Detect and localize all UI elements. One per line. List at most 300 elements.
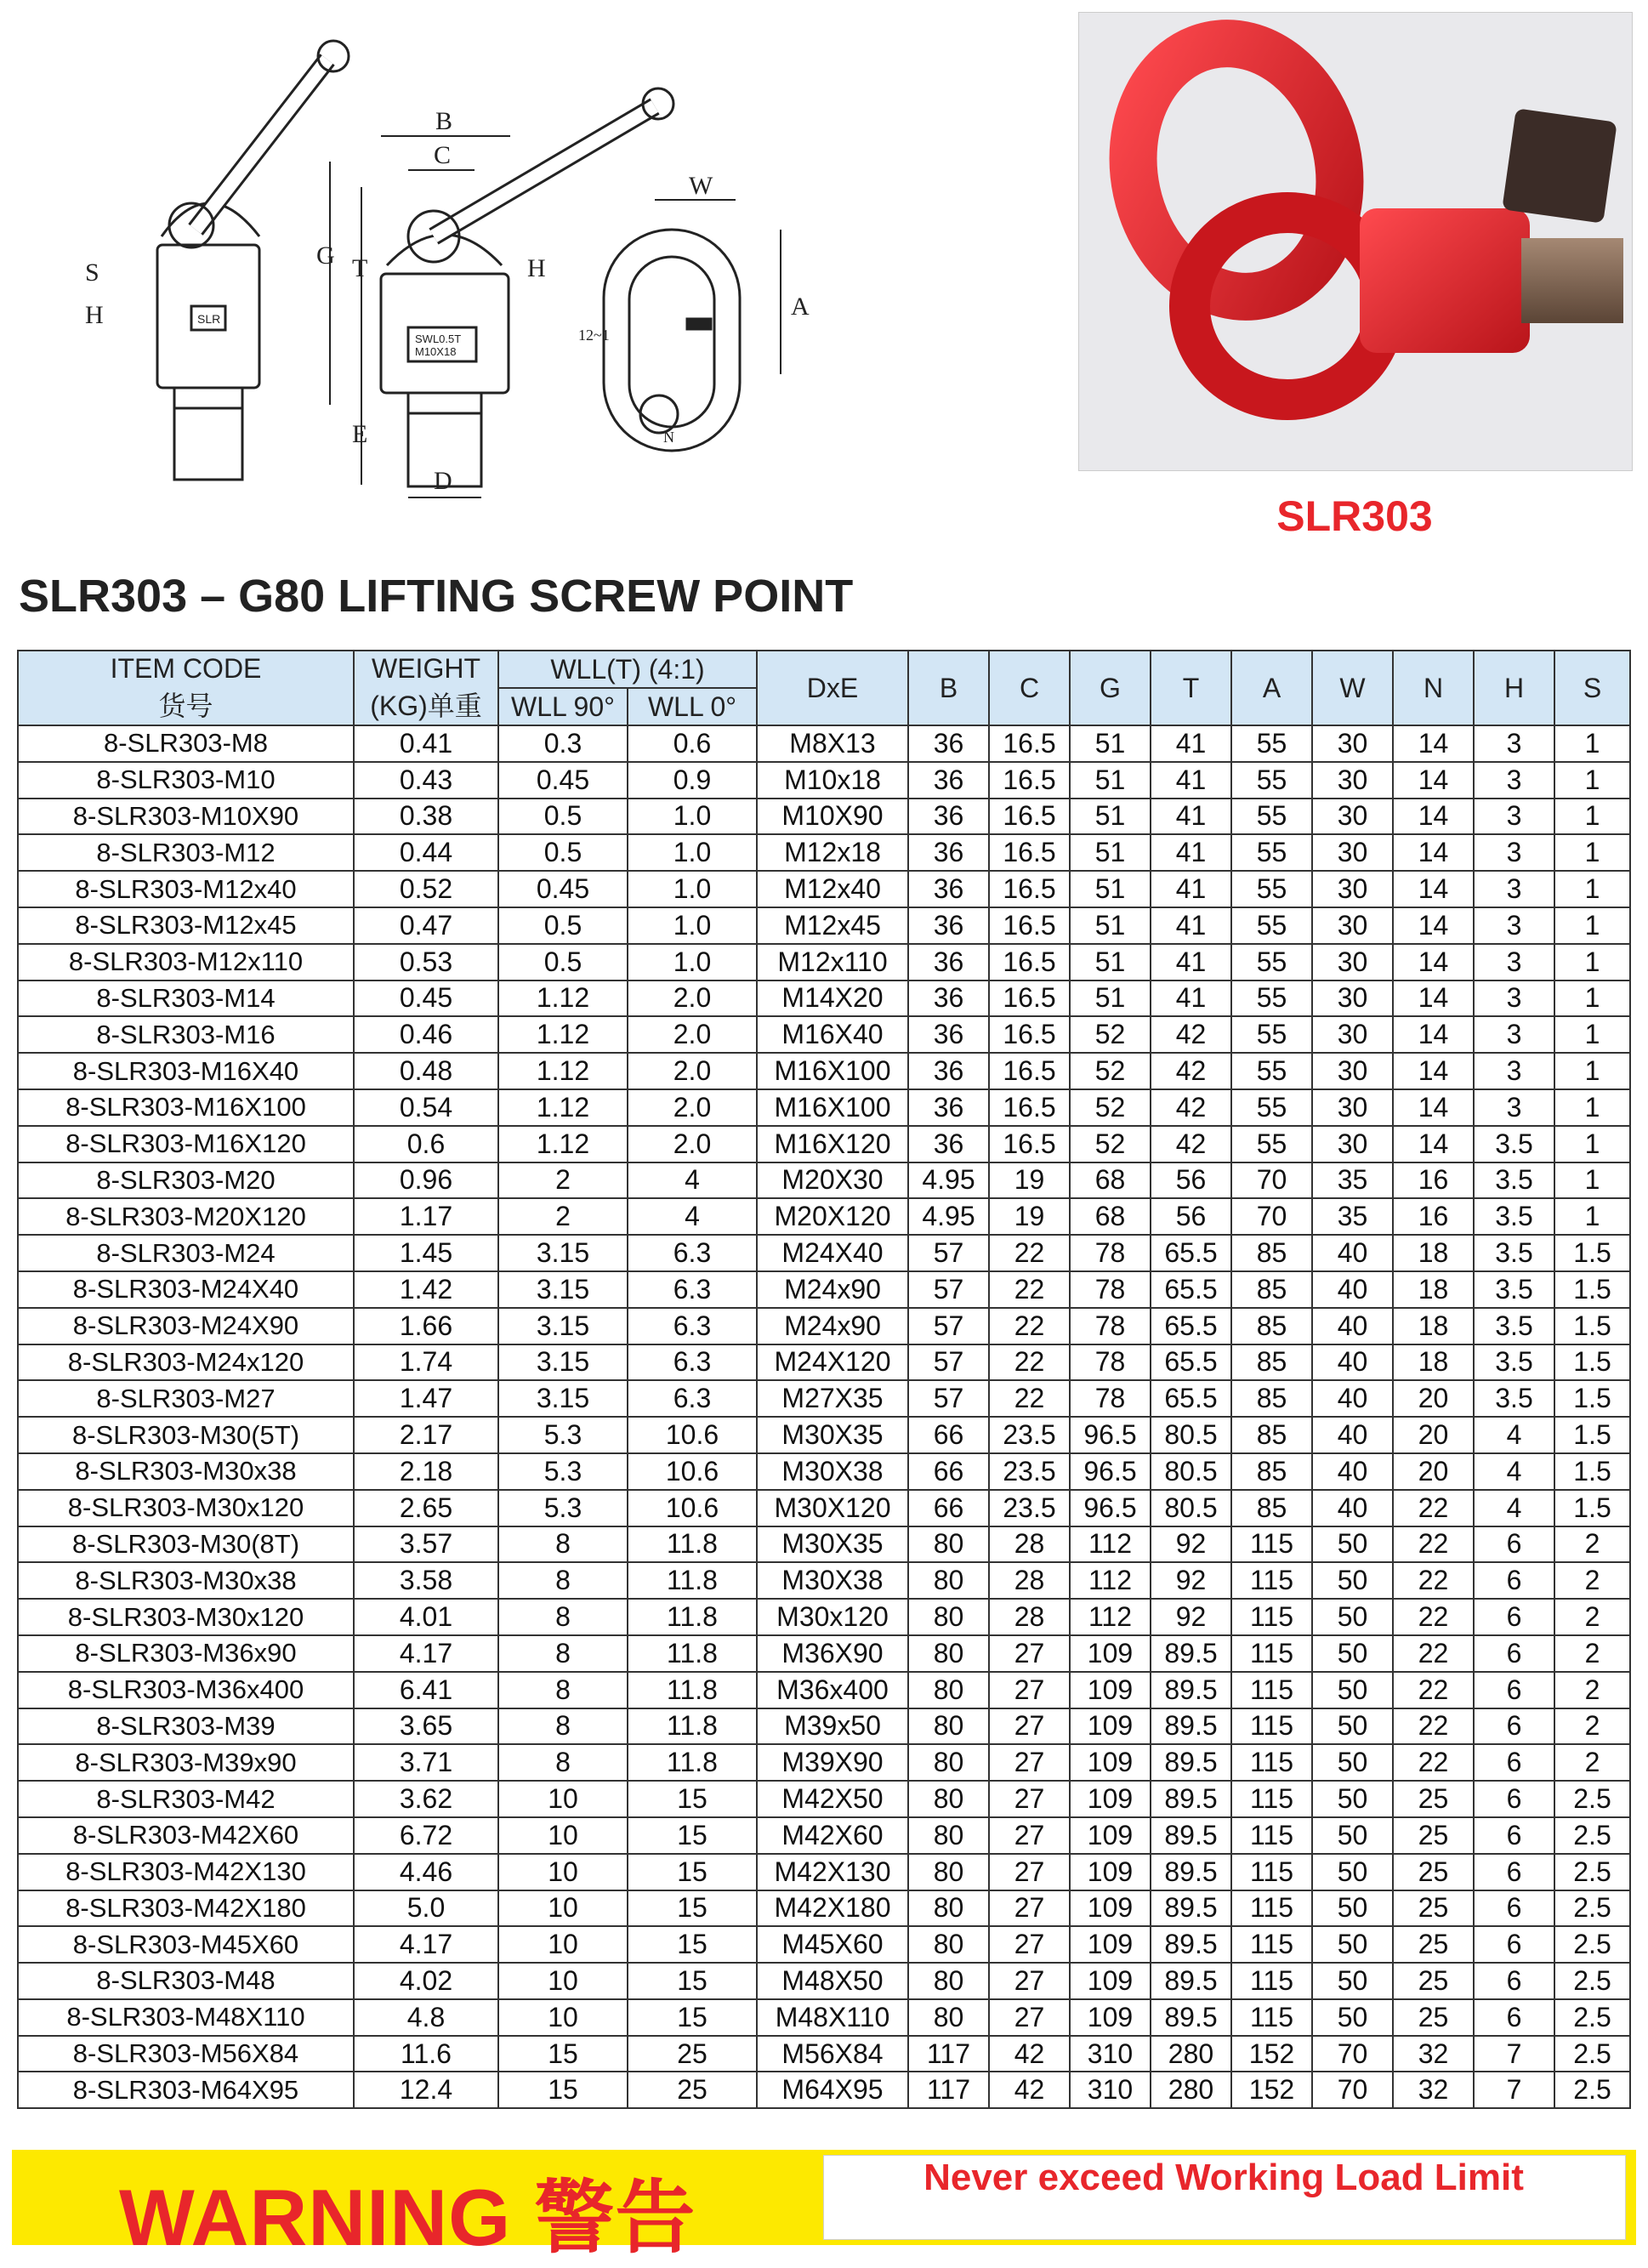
dim-label-n: N — [663, 429, 674, 446]
table-cell: 1 — [1554, 834, 1630, 871]
table-cell: 3 — [1474, 981, 1554, 1017]
table-cell: 2.5 — [1554, 1890, 1630, 1927]
table-cell: 55 — [1231, 799, 1312, 835]
table-cell: 8-SLR303-M39x90 — [18, 1744, 354, 1781]
table-cell: 65.5 — [1151, 1380, 1231, 1417]
table-cell: M30X35 — [757, 1417, 908, 1453]
table-cell: 6.3 — [628, 1271, 757, 1308]
table-cell: 310 — [1070, 2036, 1151, 2072]
table-cell: 10.6 — [628, 1417, 757, 1453]
table-cell: 20 — [1393, 1417, 1474, 1453]
technical-drawing — [68, 34, 816, 510]
table-cell: 1 — [1554, 907, 1630, 944]
table-cell: M14X20 — [757, 981, 908, 1017]
table-cell: 4.17 — [354, 1635, 498, 1672]
table-cell: 3 — [1474, 762, 1554, 799]
table-cell: 1.42 — [354, 1271, 498, 1308]
table-cell: 22 — [1393, 1672, 1474, 1708]
table-cell: 25 — [1393, 1999, 1474, 2036]
table-cell: 19 — [989, 1198, 1070, 1235]
table-cell: 2.65 — [354, 1490, 498, 1526]
table-cell: 109 — [1070, 1963, 1151, 1999]
table-cell: 22 — [1393, 1635, 1474, 1672]
table-cell: 80 — [908, 1562, 989, 1599]
table-cell: M64X95 — [757, 2072, 908, 2108]
table-cell: 22 — [989, 1271, 1070, 1308]
table-cell: 14 — [1393, 725, 1474, 762]
table-cell: 89.5 — [1151, 1890, 1231, 1927]
table-cell: 109 — [1070, 1999, 1151, 2036]
table-cell: 1.0 — [628, 834, 757, 871]
spec-table — [17, 650, 1631, 2109]
table-cell: 1.17 — [354, 1198, 498, 1235]
table-cell: M45X60 — [757, 1926, 908, 1963]
table-cell: 51 — [1070, 834, 1151, 871]
table-row — [18, 907, 1630, 944]
table-cell: 80 — [908, 1854, 989, 1890]
table-cell: 96.5 — [1070, 1417, 1151, 1453]
table-cell: 6 — [1474, 1817, 1554, 1854]
table-row — [18, 1417, 1630, 1453]
table-row — [18, 1271, 1630, 1308]
table-cell: 10 — [498, 1781, 628, 1817]
table-cell: 2 — [1554, 1562, 1630, 1599]
table-cell: 92 — [1151, 1599, 1231, 1635]
table-cell: 1.66 — [354, 1308, 498, 1344]
table-cell: 14 — [1393, 762, 1474, 799]
table-cell: 280 — [1151, 2072, 1231, 2108]
header-wll-90: WLL 90° — [498, 688, 628, 725]
table-cell: 3.15 — [498, 1344, 628, 1381]
table-cell: 27 — [989, 1963, 1070, 1999]
table-cell: 2 — [498, 1198, 628, 1235]
table-cell: 27 — [989, 1817, 1070, 1854]
table-cell: 8-SLR303-M12 — [18, 834, 354, 871]
table-cell: 109 — [1070, 1781, 1151, 1817]
table-cell: 55 — [1231, 1016, 1312, 1053]
table-row — [18, 1526, 1630, 1563]
table-cell: 3.65 — [354, 1708, 498, 1745]
table-cell: 68 — [1070, 1198, 1151, 1235]
table-cell: 8 — [498, 1635, 628, 1672]
table-cell: 8-SLR303-M42X130 — [18, 1854, 354, 1890]
table-row — [18, 725, 1630, 762]
table-cell: 27 — [989, 1635, 1070, 1672]
table-cell: 1.5 — [1554, 1453, 1630, 1490]
table-cell: 2 — [1554, 1599, 1630, 1635]
table-cell: 2.0 — [628, 981, 757, 1017]
table-cell: M16X120 — [757, 1126, 908, 1162]
table-cell: 65.5 — [1151, 1235, 1231, 1271]
table-cell: 16 — [1393, 1162, 1474, 1199]
table-cell: 30 — [1312, 1126, 1393, 1162]
table-cell: 4.95 — [908, 1162, 989, 1199]
table-cell: 40 — [1312, 1344, 1393, 1381]
table-cell: 50 — [1312, 1526, 1393, 1563]
table-cell: 25 — [1393, 1926, 1474, 1963]
table-cell: 7 — [1474, 2072, 1554, 2108]
notice-text: Never exceed Working Load Limit — [923, 2157, 1524, 2198]
table-cell: 16.5 — [989, 725, 1070, 762]
table-cell: M48X110 — [757, 1999, 908, 2036]
table-cell: 4.46 — [354, 1854, 498, 1890]
table-cell: 56 — [1151, 1162, 1231, 1199]
table-cell: 115 — [1231, 1672, 1312, 1708]
table-cell: M12x110 — [757, 944, 908, 981]
table-cell: 85 — [1231, 1453, 1312, 1490]
table-cell: 30 — [1312, 834, 1393, 871]
table-row — [18, 762, 1630, 799]
table-cell: M30X35 — [757, 1526, 908, 1563]
table-cell: 25 — [628, 2072, 757, 2108]
table-cell: 55 — [1231, 1126, 1312, 1162]
table-cell: 40 — [1312, 1490, 1393, 1526]
table-row — [18, 1562, 1630, 1599]
table-cell: 0.44 — [354, 834, 498, 871]
table-cell: 28 — [989, 1526, 1070, 1563]
table-row — [18, 1890, 1630, 1927]
table-row — [18, 1308, 1630, 1344]
table-cell: 23.5 — [989, 1417, 1070, 1453]
table-cell: 2.0 — [628, 1016, 757, 1053]
table-cell: 8-SLR303-M8 — [18, 725, 354, 762]
table-cell: M42X60 — [757, 1817, 908, 1854]
table-cell: 56 — [1151, 1198, 1231, 1235]
table-cell: 16.5 — [989, 1126, 1070, 1162]
table-cell: 52 — [1070, 1053, 1151, 1089]
table-cell: 30 — [1312, 1016, 1393, 1053]
table-cell: 3.5 — [1474, 1344, 1554, 1381]
table-cell: 3.15 — [498, 1380, 628, 1417]
table-cell: 23.5 — [989, 1453, 1070, 1490]
table-cell: 2.5 — [1554, 1999, 1630, 2036]
table-cell: 80.5 — [1151, 1490, 1231, 1526]
table-cell: 55 — [1231, 725, 1312, 762]
dim-label-angle: 12~1 — [578, 327, 610, 344]
table-cell: 41 — [1151, 799, 1231, 835]
table-cell: 3.15 — [498, 1308, 628, 1344]
table-cell: M30x120 — [757, 1599, 908, 1635]
table-cell: 1.12 — [498, 1053, 628, 1089]
table-cell: 8-SLR303-M30x120 — [18, 1599, 354, 1635]
table-cell: 0.45 — [354, 981, 498, 1017]
table-cell: 8-SLR303-M27 — [18, 1380, 354, 1417]
table-cell: 22 — [989, 1380, 1070, 1417]
table-cell: 96.5 — [1070, 1490, 1151, 1526]
spec-table-wrapper — [17, 650, 1629, 2109]
table-cell: 22 — [1393, 1526, 1474, 1563]
table-cell: 80 — [908, 1708, 989, 1745]
table-cell: 2 — [1554, 1635, 1630, 1672]
table-cell: 6 — [1474, 1999, 1554, 2036]
table-cell: 15 — [628, 1854, 757, 1890]
table-cell: 50 — [1312, 1963, 1393, 1999]
table-cell: 2.5 — [1554, 1963, 1630, 1999]
table-row — [18, 1380, 1630, 1417]
table-cell: 80 — [908, 1744, 989, 1781]
table-cell: 4.95 — [908, 1198, 989, 1235]
table-cell: 1.0 — [628, 871, 757, 907]
table-cell: 1.12 — [498, 1089, 628, 1126]
table-cell: 80.5 — [1151, 1417, 1231, 1453]
table-cell: 57 — [908, 1380, 989, 1417]
table-cell: 85 — [1231, 1271, 1312, 1308]
table-cell: 6 — [1474, 1781, 1554, 1817]
table-cell: 2.5 — [1554, 1817, 1630, 1854]
table-cell: 4.02 — [354, 1963, 498, 1999]
table-cell: 112 — [1070, 1526, 1151, 1563]
dim-label-g: G — [316, 242, 335, 270]
table-cell: 1 — [1554, 1016, 1630, 1053]
table-cell: M36X90 — [757, 1635, 908, 1672]
table-cell: M36x400 — [757, 1672, 908, 1708]
table-cell: 0.5 — [498, 834, 628, 871]
table-cell: 6 — [1474, 1890, 1554, 1927]
header-item-code: ITEM CODE 货号 — [18, 651, 354, 725]
table-cell: 65.5 — [1151, 1308, 1231, 1344]
table-cell: 4.17 — [354, 1926, 498, 1963]
table-cell: 6 — [1474, 1635, 1554, 1672]
table-cell: 66 — [908, 1453, 989, 1490]
table-cell: 8-SLR303-M20X120 — [18, 1198, 354, 1235]
table-cell: 41 — [1151, 907, 1231, 944]
table-cell: 78 — [1070, 1344, 1151, 1381]
header-h: H — [1474, 651, 1554, 725]
table-cell: 0.3 — [498, 725, 628, 762]
table-cell: 85 — [1231, 1417, 1312, 1453]
table-cell: M30X38 — [757, 1562, 908, 1599]
table-cell: 70 — [1231, 1162, 1312, 1199]
table-cell: 30 — [1312, 981, 1393, 1017]
table-cell: 1.5 — [1554, 1380, 1630, 1417]
table-cell: 40 — [1312, 1235, 1393, 1271]
table-cell: 36 — [908, 944, 989, 981]
table-cell: 6 — [1474, 1854, 1554, 1890]
table-cell: 14 — [1393, 1126, 1474, 1162]
table-cell: 36 — [908, 871, 989, 907]
table-cell: 3 — [1474, 1016, 1554, 1053]
table-cell: 8-SLR303-M30x120 — [18, 1490, 354, 1526]
table-cell: 85 — [1231, 1235, 1312, 1271]
table-cell: 16.5 — [989, 834, 1070, 871]
table-cell: 2.5 — [1554, 2072, 1630, 2108]
table-cell: 25 — [1393, 1781, 1474, 1817]
table-cell: 11.8 — [628, 1526, 757, 1563]
table-cell: M20X120 — [757, 1198, 908, 1235]
table-cell: 25 — [1393, 1854, 1474, 1890]
table-cell: 36 — [908, 1089, 989, 1126]
header-wll: WLL(T) (4:1) — [498, 651, 757, 688]
table-cell: 14 — [1393, 1053, 1474, 1089]
dim-label-a: A — [791, 293, 810, 321]
header-a: A — [1231, 651, 1312, 725]
table-row — [18, 1198, 1630, 1235]
table-cell: 65.5 — [1151, 1344, 1231, 1381]
table-cell: 1.12 — [498, 1126, 628, 1162]
table-cell: 109 — [1070, 1744, 1151, 1781]
table-cell: 80 — [908, 1635, 989, 1672]
table-cell: 80 — [908, 1963, 989, 1999]
dim-label-h-right: H — [527, 254, 546, 282]
table-row — [18, 1053, 1630, 1089]
table-cell: 1.5 — [1554, 1308, 1630, 1344]
table-cell: 78 — [1070, 1308, 1151, 1344]
table-cell: M24x90 — [757, 1308, 908, 1344]
tag-right-text-2: M10X18 — [415, 345, 457, 358]
table-cell: 55 — [1231, 1053, 1312, 1089]
table-cell: 109 — [1070, 1817, 1151, 1854]
table-cell: 27 — [989, 1854, 1070, 1890]
table-cell: 78 — [1070, 1235, 1151, 1271]
table-cell: 51 — [1070, 762, 1151, 799]
table-cell: 115 — [1231, 1926, 1312, 1963]
table-cell: 27 — [989, 1999, 1070, 2036]
table-cell: 115 — [1231, 1890, 1312, 1927]
table-cell: 50 — [1312, 1672, 1393, 1708]
table-cell: 57 — [908, 1308, 989, 1344]
table-cell: 52 — [1070, 1089, 1151, 1126]
table-cell: 42 — [1151, 1016, 1231, 1053]
table-cell: 8-SLR303-M24X40 — [18, 1271, 354, 1308]
table-cell: 30 — [1312, 1089, 1393, 1126]
table-cell: 22 — [1393, 1562, 1474, 1599]
table-cell: 3.15 — [498, 1235, 628, 1271]
table-row — [18, 871, 1630, 907]
table-row — [18, 1162, 1630, 1199]
header-wll-0: WLL 0° — [628, 688, 757, 725]
page-title: SLR303 – G80 LIFTING SCREW POINT — [19, 571, 854, 622]
table-cell: 6.3 — [628, 1235, 757, 1271]
table-cell: 3.5 — [1474, 1271, 1554, 1308]
table-cell: 40 — [1312, 1453, 1393, 1490]
table-cell: 1.5 — [1554, 1490, 1630, 1526]
table-cell: 11.8 — [628, 1562, 757, 1599]
table-cell: 5.3 — [498, 1417, 628, 1453]
table-cell: 6 — [1474, 1599, 1554, 1635]
table-cell: 51 — [1070, 907, 1151, 944]
table-cell: 50 — [1312, 1854, 1393, 1890]
table-cell: 8 — [498, 1672, 628, 1708]
table-row — [18, 944, 1630, 981]
table-cell: 115 — [1231, 1708, 1312, 1745]
table-cell: 2 — [1554, 1672, 1630, 1708]
table-cell: 152 — [1231, 2036, 1312, 2072]
dim-label-d: D — [434, 467, 452, 495]
table-cell: 52 — [1070, 1016, 1151, 1053]
table-cell: 8-SLR303-M14 — [18, 981, 354, 1017]
table-cell: 5.3 — [498, 1490, 628, 1526]
table-cell: 3.5 — [1474, 1162, 1554, 1199]
table-cell: 0.45 — [498, 762, 628, 799]
table-cell: 41 — [1151, 725, 1231, 762]
table-cell: 16.5 — [989, 871, 1070, 907]
table-cell: M8X13 — [757, 725, 908, 762]
table-cell: M16X40 — [757, 1016, 908, 1053]
table-cell: 1 — [1554, 799, 1630, 835]
table-cell: 8-SLR303-M42 — [18, 1781, 354, 1817]
table-cell: 50 — [1312, 1635, 1393, 1672]
table-cell: 25 — [1393, 1963, 1474, 1999]
table-cell: 3 — [1474, 799, 1554, 835]
table-cell: M39x50 — [757, 1708, 908, 1745]
table-cell: M20X30 — [757, 1162, 908, 1199]
table-cell: 27 — [989, 1744, 1070, 1781]
table-cell: 8-SLR303-M36x90 — [18, 1635, 354, 1672]
table-cell: 42 — [1151, 1089, 1231, 1126]
table-cell: 1.5 — [1554, 1271, 1630, 1308]
header-w: W — [1312, 651, 1393, 725]
table-cell: 16.5 — [989, 762, 1070, 799]
table-cell: 2.5 — [1554, 2036, 1630, 2072]
table-cell: 5.0 — [354, 1890, 498, 1927]
table-cell: 2.0 — [628, 1053, 757, 1089]
table-cell: 57 — [908, 1271, 989, 1308]
table-cell: 16.5 — [989, 799, 1070, 835]
table-cell: 42 — [1151, 1126, 1231, 1162]
table-cell: 8-SLR303-M24 — [18, 1235, 354, 1271]
table-row — [18, 1926, 1630, 1963]
table-cell: 51 — [1070, 725, 1151, 762]
table-cell: 57 — [908, 1235, 989, 1271]
table-cell: 89.5 — [1151, 1963, 1231, 1999]
table-cell: 27 — [989, 1672, 1070, 1708]
table-cell: 6 — [1474, 1672, 1554, 1708]
table-cell: 30 — [1312, 871, 1393, 907]
header-c: C — [989, 651, 1070, 725]
table-cell: M42X180 — [757, 1890, 908, 1927]
table-cell: 1 — [1554, 1198, 1630, 1235]
table-cell: 6 — [1474, 1744, 1554, 1781]
table-cell: 1.5 — [1554, 1235, 1630, 1271]
table-cell: 3.15 — [498, 1271, 628, 1308]
table-cell: 6 — [1474, 1526, 1554, 1563]
table-cell: 25 — [628, 2036, 757, 2072]
table-cell: 7 — [1474, 2036, 1554, 2072]
table-cell: 80 — [908, 1999, 989, 2036]
table-cell: 15 — [498, 2036, 628, 2072]
table-cell: 80.5 — [1151, 1453, 1231, 1490]
table-cell: 22 — [989, 1344, 1070, 1381]
table-cell: 50 — [1312, 1562, 1393, 1599]
header-weight: WEIGHT (KG)单重 — [354, 651, 498, 725]
table-cell: 36 — [908, 725, 989, 762]
table-cell: 8 — [498, 1562, 628, 1599]
table-cell: 2.5 — [1554, 1854, 1630, 1890]
table-row — [18, 981, 1630, 1017]
table-cell: 8-SLR303-M12x40 — [18, 871, 354, 907]
table-cell: 28 — [989, 1562, 1070, 1599]
dim-label-s: S — [85, 259, 99, 287]
table-cell: 85 — [1231, 1308, 1312, 1344]
table-cell: 42 — [989, 2036, 1070, 2072]
table-row — [18, 1344, 1630, 1381]
table-cell: 11.8 — [628, 1672, 757, 1708]
product-photo — [1078, 12, 1633, 471]
table-cell: 66 — [908, 1490, 989, 1526]
table-cell: 0.47 — [354, 907, 498, 944]
table-cell: 14 — [1393, 834, 1474, 871]
table-cell: M42X50 — [757, 1781, 908, 1817]
table-cell: 1.74 — [354, 1344, 498, 1381]
table-cell: 8 — [498, 1708, 628, 1745]
table-cell: 66 — [908, 1417, 989, 1453]
header-b: B — [908, 651, 989, 725]
table-cell: 57 — [908, 1344, 989, 1381]
table-cell: 1.0 — [628, 799, 757, 835]
table-cell: 1.12 — [498, 1016, 628, 1053]
table-cell: 10 — [498, 1817, 628, 1854]
table-cell: 8-SLR303-M64X95 — [18, 2072, 354, 2108]
